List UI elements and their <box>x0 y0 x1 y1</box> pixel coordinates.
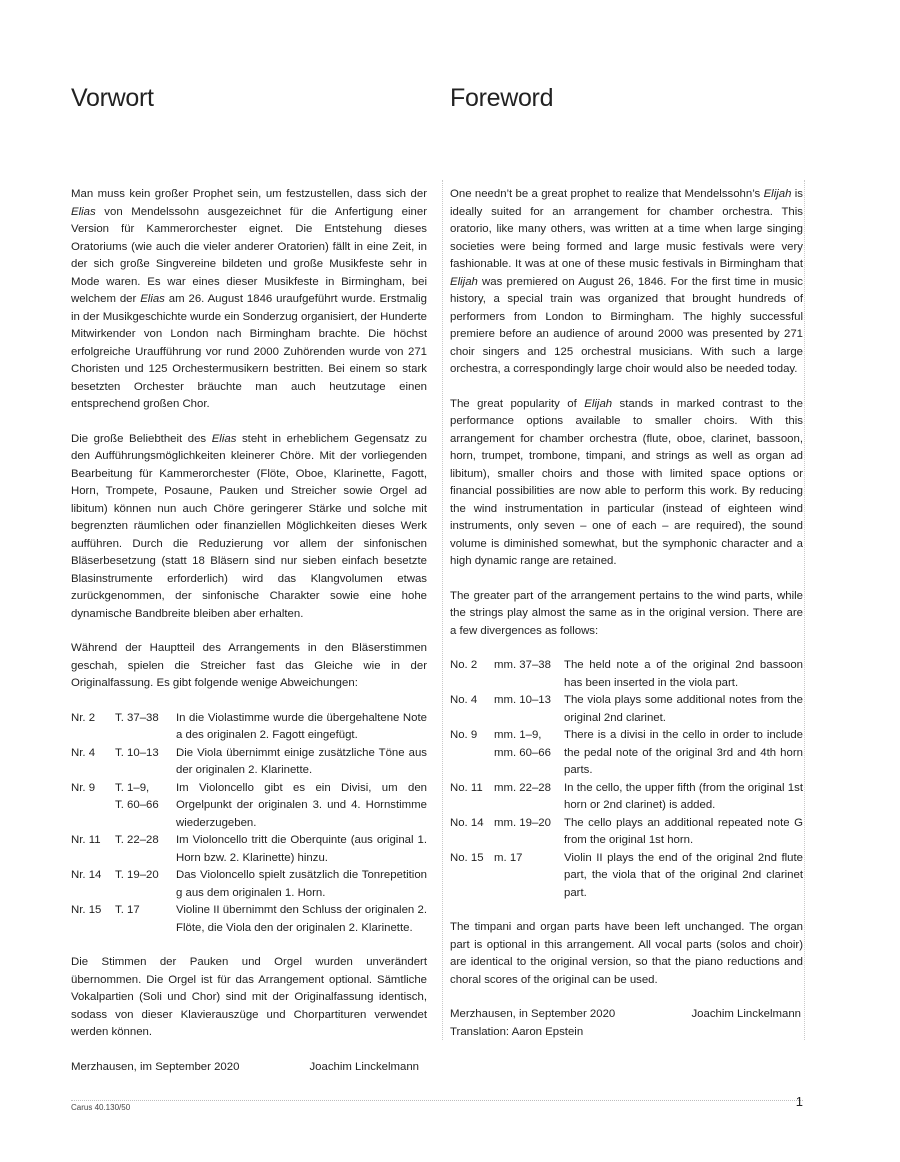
revision-description: The viola plays some additional notes from the original 2nd clarinet. <box>564 694 803 724</box>
revision-row <box>450 657 803 692</box>
english-paragraph-3: The greater part of the arrangement pertains to the wind parts, while the strings play almost the same as in the original version. There are a few divergences as follows: <box>450 589 803 637</box>
bar-range: mm. 19–20 <box>494 816 551 829</box>
text-run: One needn’t be a great prophet to realize that Mendelssohn’s <box>450 188 764 200</box>
place-date: Merzhausen, in September 2020 <box>450 1008 616 1020</box>
german-signature <box>71 1059 427 1077</box>
text-run: von Mendelssohn ausgezeichnet für die Anfertigung einer Version für Kammerorchester eignet. Die Entstehung dieses Oratoriums (wie auch die vieler anderer Oratorien) fällt in eine Zeit, in der sich große Singvereine bildeten und große Musikfeste sehr in Mode waren. Es war eines dieser Musikfeste in Birmingham, bei welchem der <box>71 205 427 305</box>
revision-description: Violine II übernimmt den Schluss der originalen 2. Flöte, die Viola den der originalen 2. Klarinette. <box>176 904 427 934</box>
revision-row <box>450 727 803 780</box>
english-paragraph-4: The timpani and organ parts have been left unchanged. The organ part is optional in this arrangement. All vocal parts (solos and choir) are identical to the original version, so that the piano reductions and choral scores of the original can be used. <box>450 921 803 986</box>
movement-number: No. 15 <box>450 851 484 864</box>
text-run: is ideally suited for an arrangement for chamber orchestra. This oratorio, like many others, was written at a time when large singing societies were being formed and large music festivals were very fashionable. It was at one of these music festivals in Birmingham that <box>450 188 803 270</box>
bar-range: mm. 1–9, mm. 60–66 <box>494 729 551 759</box>
english-paragraph-2 <box>450 396 803 571</box>
revision-description: Im Violoncello gibt es ein Divisi, um den Orgelpunkt der originalen 3. und 4. Hornstimme wiederzugeben. <box>176 781 427 829</box>
bar-range: T. 22–28 <box>115 834 159 846</box>
text-run: stands in marked contrast to the performance options available to smaller choirs. With this arrangement for chamber orchestra (flute, oboe, clarinet, bassoon, horn, trumpet, trombone, timpani, and strings as well as organ ad libitum), smaller choirs and those with limited space options or financial possibilities are now able to perform this work. By reducing the wind instrumentation in particular (instead of eighteen wind instruments, only seven – one of each – are required), the sound volume is diminished somewhat, but the symphonic character and a high dynamic range are retained. <box>450 397 804 567</box>
work-title: Elijah <box>763 188 792 200</box>
bar-range: T. 1–9, T. 60–66 <box>115 781 159 811</box>
bar-range: m. 17 <box>494 851 523 864</box>
movement-number: No. 2 <box>450 659 478 671</box>
text-run: Man muss kein großer Prophet sein, um festzustellen, dass sich der <box>71 188 427 200</box>
revision-description: The cello plays an additional repeated note G from the original 1st horn. <box>564 816 803 846</box>
text-run: was premiered on August 26, 1846. For the first time in music history, a special train was organized that brought hundreds of performers from London to Birmingham. The highly successful premiere before an audience of around 2000 was presented by 271 choir singers and 125 orchestral musicians. With such a large orchestra, a correspondingly large choir would also be needed today. <box>450 275 803 375</box>
german-heading: Vorwort <box>71 84 154 112</box>
revision-description: In the cello, the upper fifth (from the original 1st horn or 2nd clarinet) is added. <box>564 781 803 811</box>
page-number: 1 <box>795 1094 803 1109</box>
revision-description: Im Violoncello tritt die Oberquinte (aus original 1. Horn bzw. 2. Klarinette) hinzu. <box>176 834 427 864</box>
text-run: steht in erheblichem Gegensatz zu den Aufführungsmöglichkeiten kleinerer Chöre. Mit der vorliegenden Bearbeitung für Kammerorchester (Flöte, Oboe, Klarinette, Fagott, Horn, Trompete, Posaune, Pauken und Streicher sowie Orgel ad libitum) können nun auch Chöre geringerer Stärke und solche mit begrenzten räumlichen oder finanziellen Möglichkeiten dieses Werk aufführen. Durch die Reduzierung vor allem der sinfonischen Bläserbesetzung (statt 18 Bläsern sind nur sieben einfach besetzte Blasinstrumente erforderlich) wird das Klangvolumen etwas zurückgenommen, der sinfonische Charakter sowie eine hohe dynamische Bandbreite bleiben aber erhalten. <box>71 432 427 620</box>
bar-range: T. 19–20 <box>115 869 159 881</box>
movement-number: No. 4 <box>450 694 478 706</box>
movement-number: Nr. 11 <box>71 834 101 846</box>
author-name: Joachim Linckelmann <box>309 1060 419 1073</box>
english-heading: Foreword <box>450 84 554 112</box>
movement-number: Nr. 9 <box>71 781 96 794</box>
work-title: Elias <box>71 205 96 218</box>
revision-description: Violin II plays the end of the original 2nd flute part, the viola that of the original 2nd clarinet part. <box>564 851 803 899</box>
revision-row <box>71 745 427 780</box>
movement-number: No. 9 <box>450 729 478 741</box>
footer-divider <box>71 1100 803 1101</box>
work-title: Elijah <box>584 397 613 410</box>
movement-number: No. 14 <box>450 816 484 829</box>
german-paragraph-4: Die Stimmen der Pauken und Orgel wurden unverändert übernommen. Die Orgel ist für das Arrangement optional. Sämtliche Vokalpartien (Soli und Chor) sind mit der Originalfassung identisch, sodass von dieser Klavierauszüge und Chorpartituren verwendet werden können. <box>71 956 427 1038</box>
movement-number: No. 11 <box>450 781 483 794</box>
revision-row <box>450 780 803 815</box>
text-run: am 26. August 1846 uraufgeführt wurde. Erstmalig in der Musikgeschichte wurde ein Sonderzug organisiert, der Hunderte Mitwirkender von London nach Birmingham brachte. Die höchst erfolgreiche Uraufführung vor rund 2000 Zuhörenden wurde von 271 Choristen und 125 Orchestermusikern bestritten. Bei einem so stark besetzten Orchester bräuchte man auch heutzutage einen entsprechend großen Chor. <box>71 293 427 410</box>
bar-range: mm. 10–13 <box>494 694 551 706</box>
german-revisions-table <box>71 710 427 938</box>
bar-range: T. 10–13 <box>115 746 159 759</box>
revision-row <box>450 815 803 850</box>
bar-range: mm. 37–38 <box>494 659 551 671</box>
bar-range: T. 37–38 <box>115 711 159 724</box>
place-date: Merzhausen, im September 2020 <box>71 1060 240 1073</box>
bar-range: T. 17 <box>115 904 140 916</box>
revision-description: In die Violastimme wurde die übergehaltene Note a des originalen 2. Fagott eingefügt. <box>176 711 427 741</box>
work-title: Elias <box>211 432 237 445</box>
translator-credit: Translation: Aaron Epstein <box>450 1025 584 1038</box>
english-body <box>450 186 803 1041</box>
revision-row <box>71 867 427 902</box>
revision-row <box>450 692 803 727</box>
bar-range: mm. 22–28 <box>494 781 551 794</box>
english-revisions-table <box>450 657 803 902</box>
movement-number: Nr. 2 <box>71 711 96 724</box>
author-name: Joachim Linckelmann <box>691 1008 801 1020</box>
revision-description: Das Violoncello spielt zusätzlich die Tonrepetition g aus dem originalen 1. Horn. <box>176 869 427 899</box>
revision-row <box>71 902 427 937</box>
german-paragraph-1 <box>71 186 427 414</box>
revision-row <box>450 850 803 903</box>
german-paragraph-3: Während der Hauptteil des Arrangements in den Bläserstimmen geschah, spielen die Streicher fast das Gleiche wie in der Originalfassung. Es gibt folgende wenige Abweichungen: <box>71 642 427 689</box>
german-body <box>71 186 427 1076</box>
work-title: Elias <box>140 293 165 305</box>
revision-row <box>71 710 427 745</box>
text-run: Die große Beliebtheit des <box>71 432 212 445</box>
revision-description: Die Viola übernimmt einige zusätzliche Töne aus der originalen 2. Klarinette. <box>176 746 427 776</box>
movement-number: Nr. 4 <box>71 746 96 759</box>
revision-row <box>71 780 427 833</box>
text-run: The great popularity of <box>450 397 585 410</box>
work-title: Elijah <box>450 275 478 288</box>
movement-number: Nr. 14 <box>71 869 102 881</box>
revision-description: The held note a of the original 2nd bassoon has been inserted in the viola part. <box>564 659 803 689</box>
revision-description: There is a divisi in the cello in order to include the pedal note of the original 3rd and 4th horn parts. <box>564 729 803 776</box>
english-signature <box>450 1006 803 1024</box>
revision-row <box>71 832 427 867</box>
catalog-number: Carus 40.130/50 <box>71 1103 131 1112</box>
english-paragraph-1 <box>450 186 803 379</box>
movement-number: Nr. 15 <box>71 904 102 916</box>
german-paragraph-2 <box>71 431 427 624</box>
